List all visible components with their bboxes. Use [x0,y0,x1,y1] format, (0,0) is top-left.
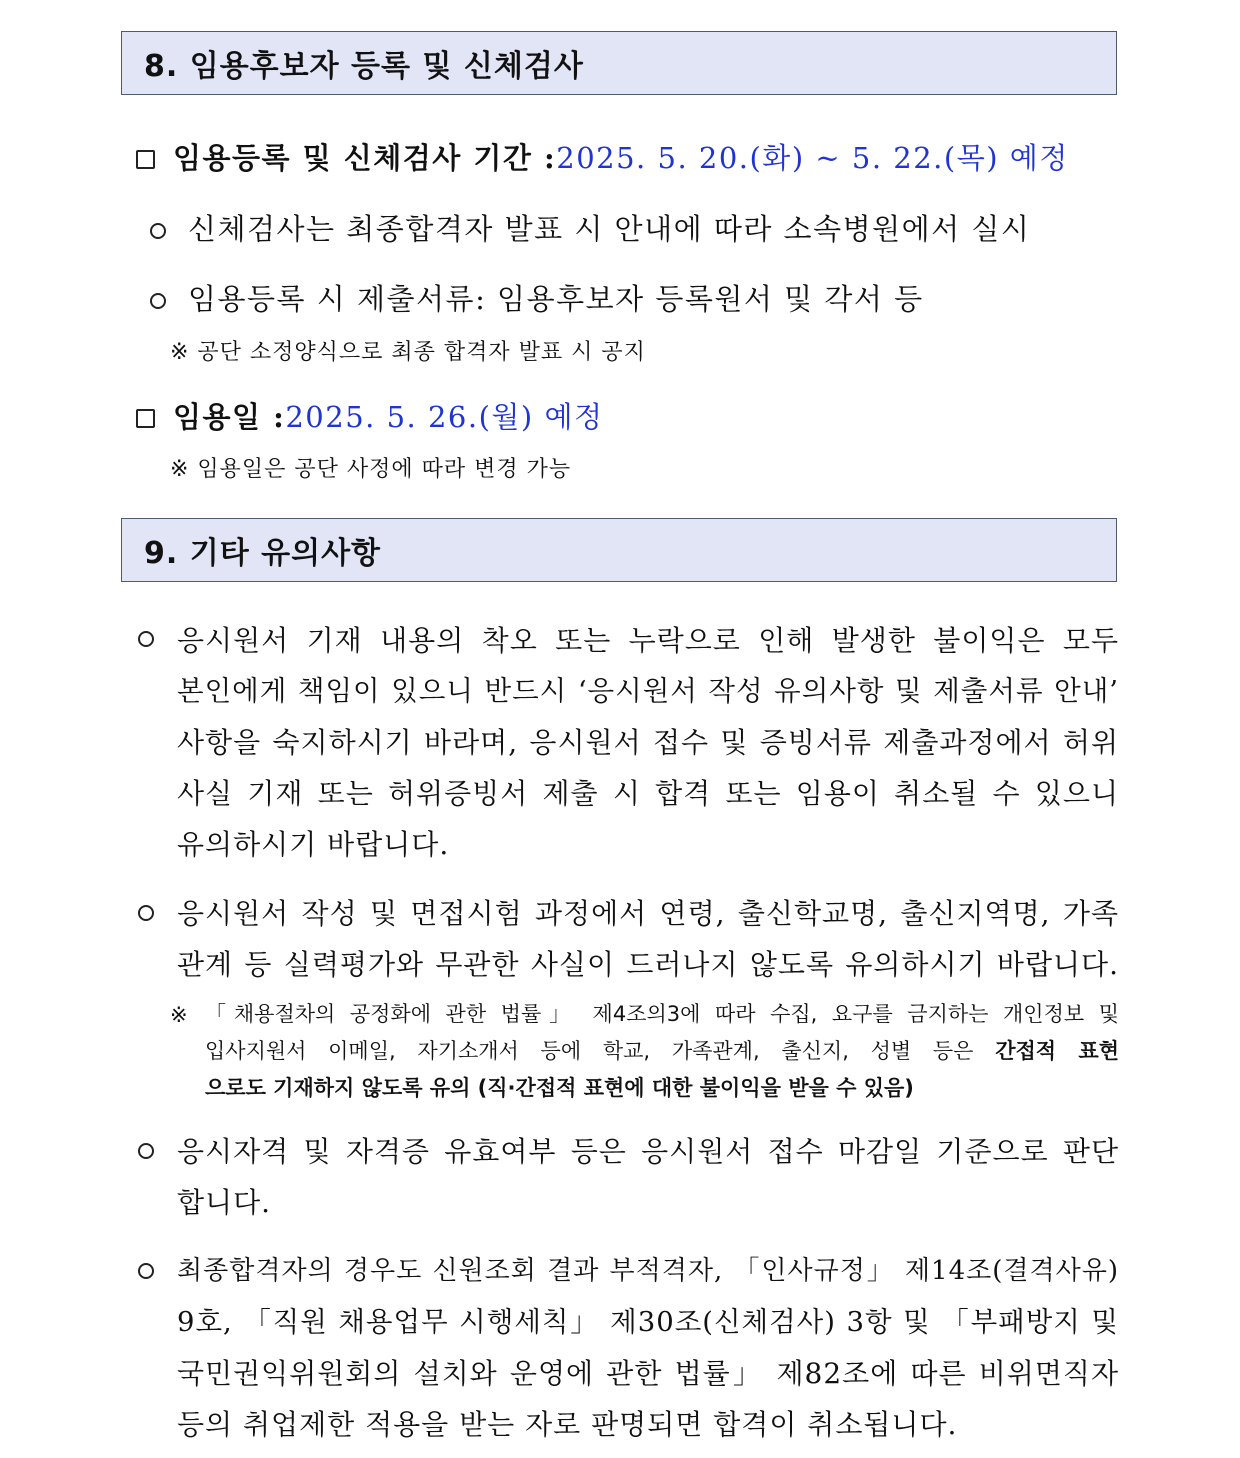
notice-paragraph-1 [177,615,1119,870]
registration-period-row [136,136,1069,177]
section-8-title: 8. 임용후보자 등록 및 신체검사 [144,49,584,84]
circle-bullet-icon [150,293,166,309]
section-9-title: 9. 기타 유의사항 [144,536,382,571]
paragraph-line: 응시원서 기재 내용의 착오 또는 누락으로 인해 발생한 불이익은 모두 [177,624,1119,657]
reference-mark: ※ [170,1003,188,1027]
paragraph-line: 등의 취업제한 적용을 받는 자로 판명되면 합격이 취소됩니다. [177,1408,958,1441]
physical-exam-text: 신체검사는 최종합격자 발표 시 안내에 따라 소속병원에서 실시 [188,212,1031,246]
square-bullet-icon [136,409,155,428]
section-8-header [121,31,1117,95]
paragraph-line: 유의하시기 바랍니다. [177,828,450,861]
note-line-text: 입사지원서 이메일, 자기소개서 등에 학교, 가족관계, 출신지, 성별 등은 [205,1039,996,1063]
paragraph-line: 본인에게 책임이 있으니 반드시 ‘응시원서 작성 유의사항 및 제출서류 안내’ [177,675,1119,707]
circle-bullet-icon [150,223,166,239]
note-line-emphasis: 으로도 기재하지 않도록 유의 (직·간접적 표현에 대한 불이익을 받을 수 있음) [205,1076,914,1100]
documents-item [150,277,924,318]
paragraph-line: 관계 등 실력평가와 무관한 사실이 드러나지 않도록 유의하시기 바랍니다. [177,948,1119,981]
circle-bullet-icon [138,631,154,647]
circle-bullet-icon [138,905,154,921]
square-bullet-icon [136,150,155,169]
notice-paragraph-3 [177,1126,1119,1228]
paragraph-line: 합니다. [177,1186,272,1219]
paragraph-line: 최종합격자의 경우도 신원조회 결과 부적격자, 「인사규정」 제14조(결격사유) [177,1256,1119,1286]
paragraph-line: 국민권익위원회의 설치와 운영에 관한 법률」 제82조에 따른 비위면직자 [177,1357,1119,1390]
section-9-header [121,518,1117,582]
documents-text: 임용등록 시 제출서류: 임용후보자 등록원서 및 각서 등 [188,282,924,316]
registration-period-label: 임용등록 및 신체검사 기간 : [173,141,557,175]
appointment-note: ※ 임용일은 공단 사정에 따라 변경 가능 [170,457,572,482]
appointment-date-value: 2025. 5. 26.(월) 예정 [285,400,604,434]
privacy-law-note [205,996,1119,1107]
appointment-date-label: 임용일 : [173,400,286,434]
paragraph-line: 응시자격 및 자격증 유효여부 등은 응시원서 접수 마감일 기준으로 판단 [177,1135,1119,1168]
note-line-emphasis: 간접적 표현 [995,1039,1119,1063]
paragraph-line: 응시원서 작성 및 면접시험 과정에서 연령, 출신학교명, 출신지역명, 가족 [177,897,1119,930]
circle-bullet-icon [138,1143,154,1159]
paragraph-line: 9호, 「직원 채용업무 시행세칙」 제30조(신체검사) 3항 및 「부패방지 및 [177,1306,1119,1338]
notice-paragraph-4 [177,1246,1119,1450]
paragraph-line: 사실 기재 또는 허위증빙서 제출 시 합격 또는 임용이 취소될 수 있으니 [177,777,1119,810]
circle-bullet-icon [138,1263,154,1279]
appointment-date-row [136,395,603,436]
registration-period-value: 2025. 5. 20.(화) ~ 5. 22.(목) 예정 [556,141,1069,175]
note-line: 「채용절차의 공정화에 관한 법률」 제4조의3에 따라 수집, 요구를 금지하는 개인정보 및 [205,1002,1119,1026]
notice-paragraph-2 [177,888,1119,990]
note-line [205,1033,1119,1070]
form-note: ※ 공단 소정양식으로 최종 합격자 발표 시 공지 [170,340,646,365]
physical-exam-item [150,207,1030,248]
paragraph-line: 사항을 숙지하시기 바라며, 응시원서 접수 및 증빙서류 제출과정에서 허위 [177,726,1119,759]
